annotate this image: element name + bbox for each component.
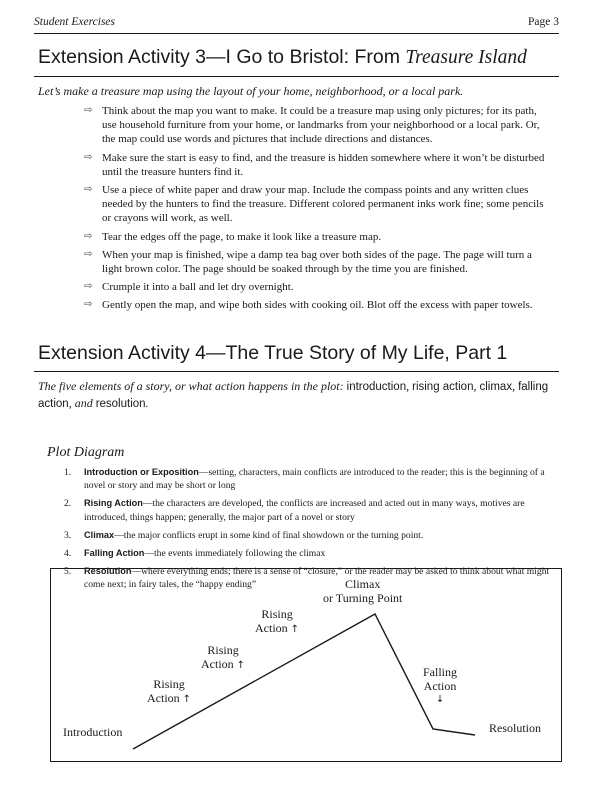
label-climax	[323, 577, 402, 605]
label-resolution: Resolution	[489, 721, 542, 735]
arrow-right-icon: ⇨	[84, 248, 93, 260]
intro-sep: , and	[68, 396, 96, 410]
header-divider	[34, 33, 559, 34]
item-number: 1.	[64, 467, 72, 478]
step-text: Crumple it into a ball and let dry overnight.	[102, 281, 294, 294]
arrow-right-icon: ⇨	[84, 184, 93, 196]
label-rising-action-3	[255, 607, 299, 637]
activity3-steps	[84, 104, 554, 317]
label-rising-action-2	[201, 643, 245, 673]
arrow-right-icon: ⇨	[84, 151, 93, 163]
plot-line-svg	[51, 569, 561, 761]
plot-element-item	[64, 497, 554, 524]
arrow-right-icon: ⇨	[84, 299, 93, 311]
plot-element-item	[64, 466, 554, 493]
step-text: Gently open the map, and wipe both sides with cooking oil. Blot off the excess with paper towels.	[102, 299, 533, 312]
item-description: —setting, characters, main conflicts are introduced to the reader; this is the beginning of a novel or story and may be short or long	[84, 467, 545, 492]
up-arrow-icon: ↑	[236, 660, 246, 671]
step-text: Use a piece of white paper and draw your map. Include the compass points and any written clues needed by the hunters to find the treasure. Different colored permanent inks work fine; some pencils or crayons will work, as well.	[102, 184, 544, 225]
item-number: 5.	[64, 565, 72, 577]
item-description: —where everything ends; there is a sense of “closure,” or the reader may be asked to think about what might come next; in fairy tales, the “happy ending”	[84, 565, 550, 591]
down-arrow-icon: ↓	[435, 694, 445, 705]
label-falling-text: Falling	[423, 665, 458, 679]
item-description: —the events immediately following the climax	[144, 547, 326, 559]
intro-term: climax	[479, 381, 513, 393]
item-number: 4.	[64, 547, 72, 559]
label-rising-action-1	[147, 677, 191, 707]
label-rising-text: Rising	[261, 607, 293, 621]
activity4-intro	[38, 378, 563, 412]
arrow-right-icon: ⇨	[84, 281, 93, 293]
up-arrow-icon: ↑	[182, 694, 192, 705]
label-action-text: Action	[201, 657, 234, 671]
plot-element-item	[64, 529, 554, 542]
step-item	[84, 248, 554, 276]
activity3-title-book: Treasure Island	[405, 47, 527, 68]
item-number: 3.	[64, 529, 72, 541]
step-item	[84, 151, 554, 179]
step-item	[84, 230, 554, 244]
plot-element-item	[64, 547, 554, 560]
label-climax-text: Climax	[345, 577, 381, 591]
step-text: Think about the map you want to make. It could be a treasure map using only pictures; for its path, use household furniture from your home, or landmarks from your neighborhood or a local park. Or, the map could use words and pictures that include directions and distances.	[102, 105, 540, 146]
intro-term: introduction	[346, 381, 407, 393]
page-number: Page 3	[528, 16, 559, 28]
item-number: 2.	[64, 498, 72, 510]
item-term: Climax	[84, 529, 115, 540]
up-arrow-icon: ↑	[290, 624, 300, 635]
intro-end: .	[145, 396, 149, 410]
intro-sep: ,	[473, 379, 480, 393]
intro-term: falling action	[38, 381, 549, 410]
activity3-title	[38, 46, 527, 69]
intro-term: rising action	[412, 381, 474, 393]
arrow-right-icon: ⇨	[84, 105, 93, 116]
label-falling-action	[423, 665, 457, 707]
intro-lead: The five elements of a story, or what action happens in the plot:	[38, 379, 347, 393]
step-item	[84, 104, 554, 147]
step-text: Make sure the start is easy to find, and the treasure is hidden somewhere where it won’t be disturbed until the treasure hunters find it.	[102, 151, 545, 178]
step-text: When your map is finished, wipe a damp tea bag over both sides of the page. The page will turn a light brown color. The page should be soaked through by the time you are finished.	[102, 248, 532, 276]
item-term: Rising Action	[84, 498, 143, 509]
activity4-divider	[34, 371, 559, 372]
label-action-text: Action	[147, 691, 180, 705]
activity3-title-text: Extension Activity 3—I Go to Bristol: From	[38, 46, 406, 68]
step-item	[84, 183, 554, 226]
arrow-right-icon: ⇨	[84, 230, 93, 242]
intro-term: resolution	[95, 398, 146, 410]
step-item	[84, 280, 554, 294]
activity3-divider	[34, 76, 559, 77]
item-description: —the major conflicts erupt in some kind of final showdown or the turning point.	[114, 529, 424, 541]
label-action-text: Action	[423, 679, 457, 693]
intro-sep: ,	[512, 379, 519, 393]
label-rising-text: Rising	[153, 677, 185, 691]
activity4-title: Extension Activity 4—The True Story of My Life, Part 1	[38, 342, 508, 364]
plot-diagram	[50, 565, 562, 762]
item-term: Introduction or Exposition	[84, 467, 199, 477]
label-action-text: Action	[255, 621, 288, 635]
item-term: Falling Action	[84, 547, 145, 558]
section-label: Student Exercises	[34, 16, 116, 28]
item-description: —the characters are developed, the conflicts are increased and acted out in many ways, motives are introduced, things happen; generally, the major part of a novel or story	[84, 498, 525, 523]
step-text: Tear the edges off the page, to make it look like a treasure map.	[102, 230, 382, 243]
plot-diagram-heading: Plot Diagram	[47, 445, 125, 460]
label-rising-text: Rising	[207, 643, 239, 657]
label-introduction: Introduction	[63, 725, 123, 739]
label-turning-point-text: or Turning Point	[323, 591, 403, 605]
item-term: Resolution	[84, 565, 132, 576]
step-item	[84, 298, 554, 312]
activity3-intro: Let’s make a treasure map using the layout of your home, neighborhood, or a local park.	[38, 84, 464, 98]
intro-sep: ,	[406, 379, 413, 393]
